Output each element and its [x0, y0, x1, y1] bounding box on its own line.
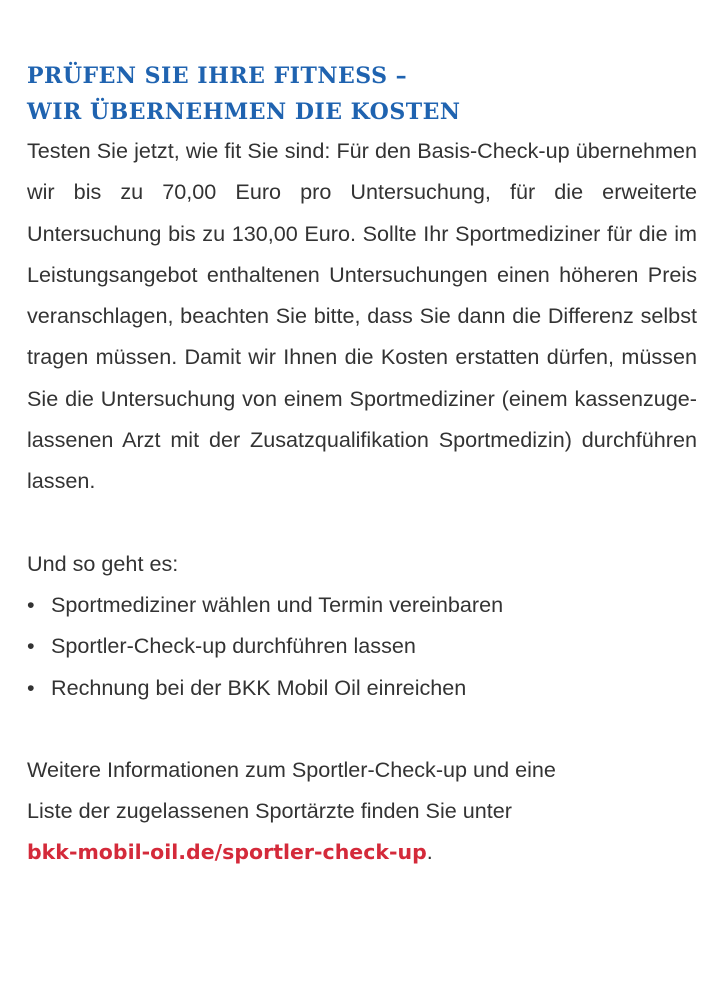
bullet-icon: •: [27, 591, 35, 617]
page-title: [27, 58, 697, 130]
title-line-2: WIR ÜBERNEHMEN DIE KOSTEN: [27, 99, 461, 125]
info-page: [27, 58, 697, 874]
step-text: Sportmediziner wählen und Termin vereinbaren: [51, 591, 504, 617]
title-line-1: PRÜFEN SIE IHRE FITNESS –: [27, 63, 408, 89]
bullet-icon: •: [27, 633, 35, 659]
step-text: Rechnung bei der BKK Mobil Oil einreichen: [51, 674, 467, 700]
spacer: [27, 708, 697, 749]
list-item: [27, 584, 697, 625]
more-info-line-2: Liste der zugelassenen Sportärzte finden Sie unter: [27, 798, 512, 824]
more-info-paragraph: [27, 749, 697, 874]
steps-list: [27, 584, 697, 708]
bullet-icon: •: [27, 674, 35, 700]
step-text: Sportler-Check-up durchführen lassen: [51, 633, 416, 659]
list-item: [27, 625, 697, 666]
list-item: [27, 667, 697, 708]
trailing-period: .: [426, 839, 433, 865]
intro-paragraph: Testen Sie jetzt, wie fit Sie sind: Für den Basis-Check-up übernehmen wir bis zu 70,00 Euro pro Untersuchung, für die erweiterte Untersuchung bis zu 130,00 Euro. Sollte Ihr Sportmediziner für die im Leistungsangebot enthaltenen Untersuchungen einen höheren Preis veranschlagen, beachten Sie bitte, dass Sie dann die Differenz selbst tragen müssen. Damit wir Ihnen die Kosten erstatten dürfen, müssen Sie die Untersuchung von einem Sportmediziner (einem kassenzugelassenen Arzt mit der Zusatzqualifikation Sportmedizin) durchführen lassen.: [27, 138, 697, 494]
sportler-check-up-link[interactable]: bkk-mobil-oil.de/sportler-check-up: [27, 840, 427, 865]
steps-title: Und so geht es:: [27, 550, 179, 576]
spacer: [27, 502, 697, 543]
more-info-link-line: [27, 831, 697, 873]
more-info-line-1: Weitere Informationen zum Sportler-Check-up und eine: [27, 756, 556, 782]
